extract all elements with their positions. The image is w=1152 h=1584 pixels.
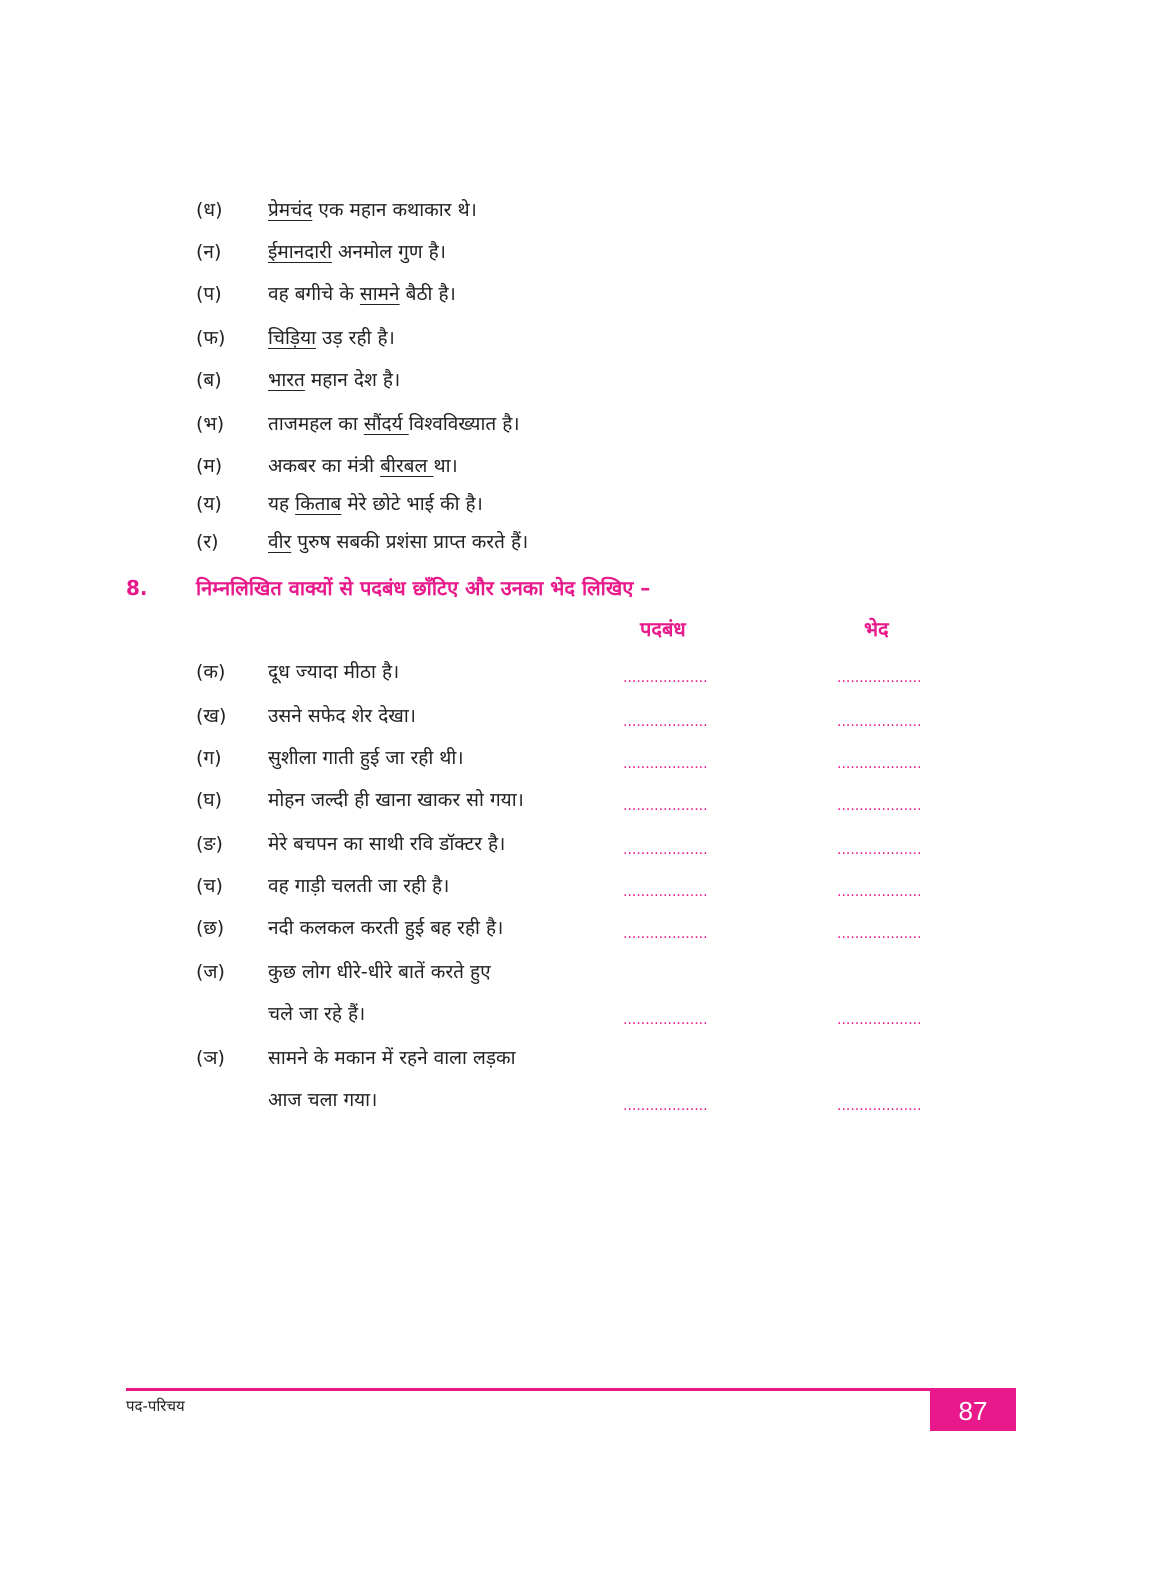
sentence-fragment: वह बगीचे के xyxy=(268,283,360,305)
list-item xyxy=(0,740,1152,776)
padbandh-answer-blank[interactable]: ................... xyxy=(623,714,708,730)
bhed-answer-blank[interactable]: ................... xyxy=(837,926,922,942)
item-sentence: सुशीला गाती हुई जा रही थी। xyxy=(268,747,464,769)
item-sentence xyxy=(268,406,520,442)
bhed-answer-blank[interactable]: ................... xyxy=(837,842,922,858)
item-label: (ग) xyxy=(196,747,222,769)
footer-divider xyxy=(126,1388,1016,1391)
item-sentence xyxy=(268,362,400,398)
padbandh-answer-blank[interactable]: ................... xyxy=(623,670,708,686)
item-label: (ञ) xyxy=(196,1047,225,1069)
sentence-fragment: विश्वविख्यात है। xyxy=(408,413,520,435)
item-sentence xyxy=(268,524,528,560)
sentence-fragment: मेरे छोटे भाई की है। xyxy=(341,493,483,515)
item-label: (घ) xyxy=(196,789,223,811)
list-item xyxy=(0,654,1152,690)
underlined-word: सामने xyxy=(359,283,400,305)
item-label: (र) xyxy=(196,531,219,553)
bhed-answer-blank[interactable]: ................... xyxy=(837,884,922,900)
item-label: (ख) xyxy=(196,705,227,727)
underlined-word: ईमानदारी xyxy=(268,241,332,263)
list-item xyxy=(0,524,1152,560)
list-item xyxy=(0,996,1152,1032)
bhed-answer-blank[interactable]: ................... xyxy=(837,756,922,772)
underlined-word: भारत xyxy=(268,369,305,391)
list-item xyxy=(0,276,1152,312)
underlined-word: बीरबल xyxy=(380,455,434,477)
item-label: (च) xyxy=(196,875,223,897)
item-label: (ङ) xyxy=(196,833,223,855)
padbandh-answer-blank[interactable]: ................... xyxy=(623,884,708,900)
item-sentence xyxy=(268,234,446,270)
item-label: (न) xyxy=(196,241,222,263)
item-sentence: उसने सफेद शेर देखा। xyxy=(268,705,416,727)
bhed-answer-blank[interactable]: ................... xyxy=(837,1012,922,1028)
list-item xyxy=(0,486,1152,522)
underlined-word: सौंदर्य xyxy=(363,413,409,435)
underlined-word: चिड़िया xyxy=(268,327,317,349)
item-label: (प) xyxy=(196,283,222,305)
item-sentence: सामने के मकान में रहने वाला लड़का xyxy=(268,1047,516,1069)
padbandh-answer-blank[interactable]: ................... xyxy=(623,1012,708,1028)
footer-chapter-title: पद-परिचय xyxy=(126,1397,185,1415)
bhed-answer-blank[interactable]: ................... xyxy=(837,714,922,730)
item-sentence xyxy=(268,320,395,356)
column-header-padbandh: पदबंध xyxy=(640,617,686,641)
list-item xyxy=(0,320,1152,356)
padbandh-answer-blank[interactable]: ................... xyxy=(623,926,708,942)
item-label: (ब) xyxy=(196,369,222,391)
underlined-word: प्रेमचंद xyxy=(268,199,313,221)
question-heading xyxy=(0,568,1152,608)
question-text: निम्नलिखित वाक्यों से पदबंध छाँटिए और उनका भेद लिखिए – xyxy=(196,576,651,600)
sentence-fragment: अनमोल गुण है। xyxy=(331,241,446,263)
item-label: (फ) xyxy=(196,327,226,349)
item-sentence: मेरे बचपन का साथी रवि डॉक्टर है। xyxy=(268,833,506,855)
sentence-fragment: उड़ रही है। xyxy=(316,327,395,349)
list-item xyxy=(0,954,1152,990)
sentence-fragment: यह xyxy=(268,493,296,515)
list-item xyxy=(0,1040,1152,1076)
item-sentence xyxy=(268,276,456,312)
padbandh-answer-blank[interactable]: ................... xyxy=(623,798,708,814)
sentence-fragment: ताजमहल का xyxy=(268,413,364,435)
item-label: (य) xyxy=(196,493,222,515)
list-item xyxy=(0,234,1152,270)
underlined-word: किताब xyxy=(295,493,342,515)
sentence-fragment: बैठी है। xyxy=(399,283,456,305)
item-label: (क) xyxy=(196,661,226,683)
list-item xyxy=(0,448,1152,484)
sentence-fragment: पुरुष सबकी प्रशंसा प्राप्त करते हैं। xyxy=(291,531,529,553)
underlined-word: वीर xyxy=(268,531,292,553)
list-item xyxy=(0,782,1152,818)
list-item xyxy=(0,362,1152,398)
sentence-fragment: एक महान कथाकार थे। xyxy=(312,199,477,221)
item-sentence xyxy=(268,448,458,484)
item-label: (ज) xyxy=(196,961,225,983)
sentence-fragment: महान देश है। xyxy=(304,369,401,391)
item-sentence: वह गाड़ी चलती जा रही है। xyxy=(268,875,450,897)
item-label: (छ) xyxy=(196,917,225,939)
sentence-fragment: अकबर का मंत्री xyxy=(268,455,381,477)
item-sentence: कुछ लोग धीरे-धीरे बातें करते हुए xyxy=(268,961,491,983)
column-header-bhed: भेद xyxy=(864,617,889,641)
list-item xyxy=(0,910,1152,946)
padbandh-answer-blank[interactable]: ................... xyxy=(623,842,708,858)
item-sentence: दूध ज्यादा मीठा है। xyxy=(268,661,400,683)
list-item xyxy=(0,192,1152,228)
list-item xyxy=(0,698,1152,734)
item-sentence: नदी कलकल करती हुई बह रही है। xyxy=(268,917,504,939)
padbandh-answer-blank[interactable]: ................... xyxy=(623,1098,708,1114)
list-item xyxy=(0,406,1152,442)
list-item xyxy=(0,1082,1152,1118)
item-sentence: चले जा रहे हैं। xyxy=(268,1003,366,1025)
list-item xyxy=(0,868,1152,904)
list-item xyxy=(0,826,1152,862)
item-label: (भ) xyxy=(196,413,225,435)
sentence-fragment: था। xyxy=(433,455,458,477)
bhed-answer-blank[interactable]: ................... xyxy=(837,670,922,686)
item-sentence xyxy=(268,192,477,228)
item-label: (म) xyxy=(196,455,223,477)
padbandh-answer-blank[interactable]: ................... xyxy=(623,756,708,772)
bhed-answer-blank[interactable]: ................... xyxy=(837,1098,922,1114)
page-number-badge: 87 xyxy=(930,1391,1016,1431)
bhed-answer-blank[interactable]: ................... xyxy=(837,798,922,814)
item-sentence: मोहन जल्दी ही खाना खाकर सो गया। xyxy=(268,789,524,811)
item-label: (ध) xyxy=(196,199,223,221)
item-sentence: आज चला गया। xyxy=(268,1089,378,1111)
question-number: 8. xyxy=(126,576,148,600)
item-sentence xyxy=(268,486,483,522)
